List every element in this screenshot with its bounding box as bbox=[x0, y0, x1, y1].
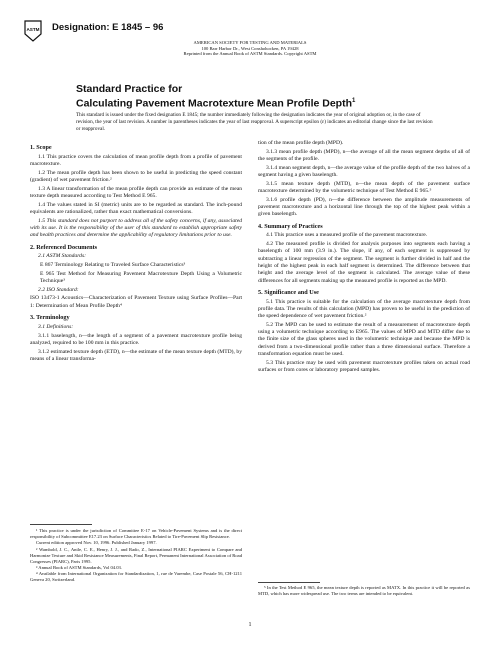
paragraph: 1.4 The values stated in SI (metric) units are to be regarded as standard. The inch-pound equivalents are rationalized, rather than exact mathematical conversions. bbox=[30, 201, 242, 216]
section-heading: 2. Referenced Documents bbox=[30, 243, 98, 251]
society-line: AMERICAN SOCIETY FOR TESTING AND MATERIALS bbox=[193, 40, 307, 45]
footnote: ⁴ Available from International Organization for Standardization, 1, rue de Varembe, Case Postale 56, CH-1211 Geneva 20, Switzerland. bbox=[30, 571, 242, 583]
title-line-1: Standard Practice for bbox=[76, 83, 183, 95]
footnote: ¹ This practice is under the jurisdiction of Committee E-17 on Vehicle-Pavement Systems and is the direct responsibility of Subcommittee E17.23 on Surface Characteristics Related to Tire-Pavement Slip Resistance. bbox=[30, 528, 242, 539]
paragraph: tion of the mean profile depth (MPD). bbox=[258, 140, 344, 146]
standard-note: This standard is issued under the fixed designation E 1845; the number immediately following the designation indicates the year of original adoption or, in the case of revision, the year of last revision. A number in parentheses indicates the year of last reapproval. A superscript epsilon (ε) indicates an editorial change since the last revision or reapproval. bbox=[76, 112, 433, 132]
society-line: 100 Barr Harbor Dr., West Conshohocken, PA 19428 bbox=[201, 45, 299, 51]
title-footnote-mark: 1 bbox=[351, 98, 356, 104]
paragraph: 3.1.6 profile depth (PD), n—the difference between the amplitude measurements of pavement macrotexture and a horizontal line through the top of the highest peak within a given baselength. bbox=[258, 196, 470, 218]
footnote: ⁵ In the Test Method E 965, the mean texture depth is reported as MATX. In this practice it will be reported as MTD, which has more widespread use. The two terms are intended to be equivalent. bbox=[258, 585, 470, 596]
paragraph: 1.2 The mean profile depth has been shown to be useful in predicting the speed constant (gradient) of wet pavement friction.² bbox=[30, 169, 242, 184]
footnotes-left bbox=[30, 528, 242, 584]
paragraph: 5.1 This practice is suitable for the calculation of the average macrotexture depth from profile data. The results of this calculation (MPD) has proven to be useful in the prediction of the speed dependence of wet pavement friction.² bbox=[258, 298, 470, 320]
svg-text:ASTM: ASTM bbox=[26, 27, 40, 32]
paragraph: 2.2 ISO Standard: bbox=[38, 286, 79, 293]
paragraph: 1.1 This practice covers the calculation of mean profile depth from a profile of pavement macrotexture. bbox=[30, 153, 242, 168]
society-block bbox=[0, 40, 500, 57]
right-column bbox=[258, 140, 470, 376]
title-line-2 bbox=[76, 95, 355, 110]
reference-item: E 867 Terminology Relating to Traveled Surface Characteristics³ bbox=[40, 262, 186, 269]
left-column bbox=[30, 140, 242, 365]
astm-logo-icon bbox=[24, 20, 42, 42]
section-heading: 1. Scope bbox=[30, 144, 52, 151]
section-heading: 5. Significance and Use bbox=[258, 288, 319, 296]
section-heading: 3. Terminology bbox=[30, 314, 70, 322]
footnote: Current edition approved Nov. 10, 1996. Published January 1997. bbox=[36, 540, 157, 546]
paragraph: 5.2 The MPD can be used to estimate the result of a measurement of macrotexture depth using a volumetric technique according to E965. The values of MPD and MTD differ due to the finite size of the glass spheres used in the volumetric technique and because the MPD is derived from a two-dimensional profile rather than a three dimensional surface. Therefore a transformation equation must be used. bbox=[258, 321, 470, 358]
paragraph: 3.1.1 baselength, n—the length of a segment of a pavement macrotexture profile being analyzed, required to be 100 mm in this practice. bbox=[30, 332, 242, 346]
reference-item: ISO 13473-1 Acoustics—Characterization of Pavement Texture using Surface Profiles—Part 1: Determination of Mean Profile Depth⁴ bbox=[30, 295, 242, 309]
footnote: ² Wambold, J. C., Antle, C. E., Henry, J. J., and Rado, Z., International PIARC Experiment to Compare and Harmonize Texture and Skid Resistance Measurements, Final Report, Permanent International Association of Road Congresses (PIARC), Paris 1995. bbox=[30, 546, 242, 564]
paragraph: 5.3 This practice may be used with pavement macrotexture profiles taken on actual road surfaces or from cores or laboratory prepared samples. bbox=[258, 359, 470, 374]
paragraph: 3.1.2 estimated texture depth (ETD), n—the estimate of the mean texture depth (MTD), by means of a linear transforma- bbox=[30, 348, 242, 362]
footnote: ³ Annual Book of ASTM Standards, Vol 04.03. bbox=[36, 564, 122, 570]
paragraph: 3.1 Definitions: bbox=[38, 323, 74, 330]
designation: Designation: E 1845 – 96 bbox=[52, 22, 164, 33]
footnote-divider bbox=[30, 524, 92, 525]
footnotes-right bbox=[258, 585, 470, 597]
paragraph: 1.3 A linear transformation of the mean profile depth can provide an estimate of the mean texture depth measured according to Test Method E 965. bbox=[30, 185, 242, 200]
paragraph: 2.1 ASTM Standards: bbox=[38, 253, 87, 260]
footnote-divider bbox=[258, 582, 320, 583]
page-number: 1 bbox=[248, 622, 252, 628]
paragraph: 4.2 The measured profile is divided for analysis purposes into segments each having a baselength of 100 mm (3.9 in.). The slope, if any, of each segment is suppressed by subtracting a linear regression of the segment. The segment is further divided in half and the height of the highest peak in each half segment is determined. The difference between that height and the average level of the segment is calculated. The average value of these differences for all segments making up the measured profile is reported as the MPD. bbox=[258, 241, 470, 284]
paragraph: 3.1.4 mean segment depth, n—the average value of the profile depth of the two halves of a segment having a given baselength. bbox=[258, 164, 470, 178]
document-title bbox=[76, 83, 355, 110]
society-line: Reprinted from the Annual Book of ASTM Standards. Copyright ASTM bbox=[183, 51, 317, 57]
paragraph: 3.1.3 mean profile depth (MPD), n—the average of all the mean segment depths of all of the segments of the profile. bbox=[258, 148, 470, 162]
paragraph: 3.1.5 mean texture depth (MTD), n—the mean depth of the pavement surface macrotexture determined by the volumetric technique of Test Method E 965.⁵ bbox=[258, 180, 470, 194]
paragraph: 4.1 This practice uses a measured profile of the pavement macrotexture. bbox=[266, 232, 428, 239]
title-line-2-text: Calculating Pavement Macrotexture Mean Profile Depth bbox=[76, 97, 352, 110]
paragraph: 1.5 This standard does not purport to address all of the safety concerns, if any, associated with its use. It is the responsibility of the user of this standard to establish appropriate safety and health practices and determine the applicability of regulatory limitations prior to use. bbox=[30, 217, 242, 239]
reference-item: E 965 Test Method for Measuring Pavement Macrotexture Depth Using a Volumetric Technique³ bbox=[40, 270, 242, 285]
section-heading: 4. Summary of Practices bbox=[258, 222, 323, 230]
